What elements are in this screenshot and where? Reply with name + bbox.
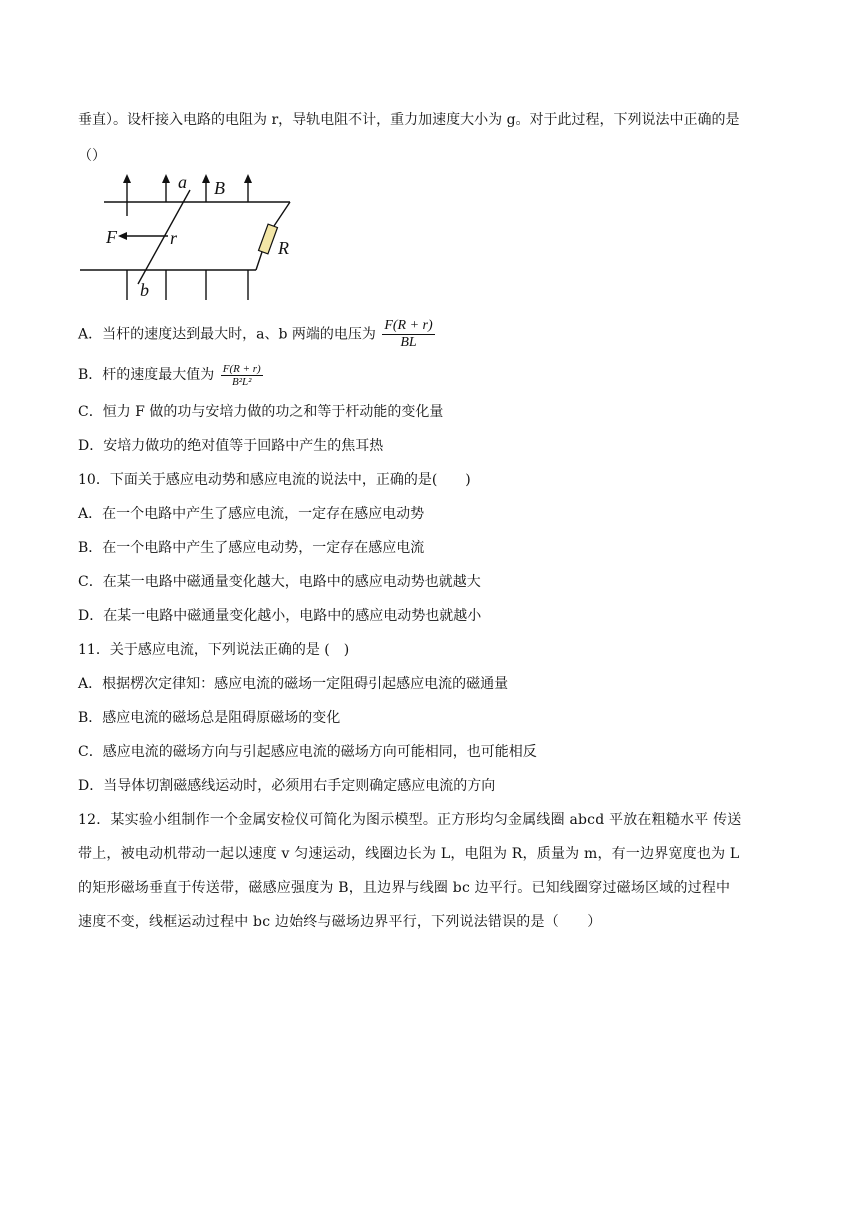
q9-option-b-denominator: B²L² — [232, 375, 252, 388]
q11-option-b: B．感应电流的磁场总是阻碍原磁场的变化 — [78, 710, 341, 726]
label-r: r — [170, 228, 178, 248]
right-side-upper — [274, 202, 290, 226]
q9-option-d: D．安培力做功的绝对值等于回路中产生的焦耳热 — [78, 438, 384, 454]
q9-option-a-fraction — [382, 318, 434, 351]
q9-option-b-fraction — [221, 363, 263, 388]
q11-stem: 11．关于感应电流，下列说法正确的是 ( ) — [78, 642, 350, 658]
q10-option-d: D．在某一电路中磁通量变化越小，电路中的感应电动势也就越小 — [78, 608, 482, 624]
q12-line-3: 的矩形磁场垂直于传送带，磁感应强度为 B，且边界与线圈 bc 边平行。已知线圈穿过磁场区域的过程中 — [78, 880, 731, 896]
q12-line-2: 带上，被电动机带动一起以速度 v 匀速运动，线圈边长为 L，电阻为 R，质量为 m，有一边界宽度也为 L — [78, 846, 740, 862]
q11-option-c: C．感应电流的磁场方向与引起感应电流的磁场方向可能相同，也可能相反 — [78, 744, 537, 760]
q9-option-b-text: B．杆的速度最大值为 — [78, 367, 215, 383]
q9-option-a-denominator: BL — [400, 335, 417, 350]
force-arrow-head — [118, 232, 127, 240]
q10-stem: 10．下面关于感应电动势和感应电流的说法中，正确的是( ) — [78, 472, 471, 488]
q12-line-1: 12．某实验小组制作一个金属安检仪可简化为图示模型。正方形均匀金属线圈 abcd 平放在粗糙水平 传送 — [78, 812, 742, 828]
right-side-lower — [256, 252, 262, 270]
q11-option-a: A．根据楞次定律知：感应电流的磁场一定阻碍引起感应电流的磁通量 — [78, 676, 509, 692]
q9-option-b-numerator: F(R + r) — [222, 362, 261, 375]
label-R: R — [278, 238, 289, 258]
rail-circuit-figure — [78, 172, 298, 304]
q9-option-b — [78, 362, 263, 388]
resistor-R — [259, 224, 278, 254]
label-B: B — [214, 178, 225, 198]
b-arrow-head-1 — [123, 174, 131, 183]
label-a: a — [178, 172, 187, 192]
label-F: F — [106, 227, 117, 247]
q9-option-c: C．恒力 F 做的功与安培力做的功之和等于杆动能的变化量 — [78, 404, 444, 420]
q10-option-b: B．在一个电路中产生了感应电动势，一定存在感应电流 — [78, 540, 425, 556]
intro-line-1: 垂直）。设杆接入电路的电阻为 r，导轨电阻不计，重力加速度大小为 g。对于此过程，下列说法中正确的是 — [78, 112, 740, 128]
intro-line-2: （） — [78, 148, 106, 164]
q9-option-a-text: A．当杆的速度达到最大时，a、b 两端的电压为 — [78, 326, 376, 343]
q9-option-a-numerator: F(R + r) — [384, 318, 433, 333]
b-arrow-head-4 — [244, 174, 252, 183]
b-arrow-head-2 — [162, 174, 170, 183]
q12-line-4: 速度不变，线框运动过程中 bc 边始终与磁场边界平行，下列说法错误的是（ ） — [78, 914, 602, 930]
label-b: b — [140, 280, 149, 300]
q11-option-d: D．当导体切割磁感线运动时，必须用右手定则确定感应电流的方向 — [78, 778, 496, 794]
q10-option-a: A．在一个电路中产生了感应电流，一定存在感应电动势 — [78, 506, 425, 522]
b-arrow-head-3 — [202, 174, 210, 183]
q9-option-a — [78, 318, 435, 351]
q10-option-c: C．在某一电路中磁通量变化越大，电路中的感应电动势也就越大 — [78, 574, 481, 590]
